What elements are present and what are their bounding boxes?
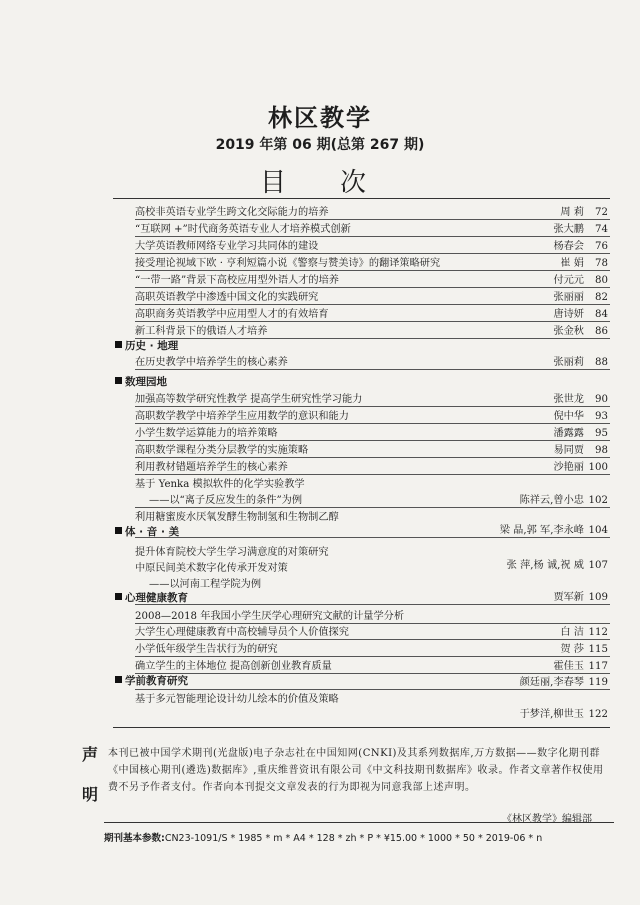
- article-author: 霍佳玉: [553, 661, 584, 672]
- article-title: 高职英语教学中渗透中国文化的实践研究: [135, 292, 319, 303]
- section-header-math: 数理园地: [115, 376, 167, 389]
- article-author: 张丽丽: [553, 292, 584, 303]
- article-page: 107: [588, 560, 608, 571]
- article-author: 贺 莎: [560, 644, 584, 655]
- article-page: 115: [588, 644, 608, 655]
- article-author: 崔 娟: [560, 258, 584, 269]
- article-title: 接受理论视域下欧 · 亨利短篇小说《警察与赞美诗》的翻译策略研究: [135, 258, 441, 269]
- section-header-history: 历史 · 地理: [115, 340, 178, 353]
- article-subtitle: ——以河南工程学院为例: [149, 579, 262, 590]
- article-title: 高职数学教学中培养学生应用数学的意识和能力: [135, 411, 349, 422]
- article-author: 唐诗妍: [553, 309, 584, 320]
- toc-heading: 目次: [259, 168, 420, 198]
- article-author: 潘露露: [553, 428, 584, 439]
- section-header-preschool: 学前教育研究: [115, 675, 188, 688]
- article-title: 高校非英语专业学生跨文化交际能力的培养: [135, 207, 329, 218]
- article-author: 倪中华: [553, 411, 584, 422]
- article-page: 84: [595, 309, 608, 320]
- article-page: 88: [595, 357, 608, 368]
- article-title: 小学生数学运算能力的培养策略: [135, 428, 278, 439]
- article-title: “互联网 +”时代商务英语专业人才培养模式创新: [135, 224, 351, 235]
- section-square-icon: [115, 676, 122, 683]
- article-page: 100: [588, 462, 608, 473]
- article-title: 在历史教学中培养学生的核心素养: [135, 357, 288, 368]
- copyright-statement: 本刊已被中国学术期刊(光盘版)电子杂志社在中国知网(CNKI)及其系列数据库,万方数据——数字化期刊群《中国核心期刊(遴选)数据库》,重庆维普资讯有限公司《中文科技期刊数据库》收录。作者文章著作权使用费不另予作者支付。作者向本刊提交文章发表的行为即视为同意我部上述声明。: [108, 748, 604, 793]
- article-page: 122: [588, 709, 608, 720]
- statement-label: 声 明: [82, 745, 99, 804]
- article-author: 张大鹏: [553, 224, 584, 235]
- params-label: 期刊基本参数:: [104, 833, 165, 844]
- article-title: 小学低年级学生告状行为的研究: [135, 644, 278, 655]
- article-title: 新工科背景下的俄语人才培养: [135, 326, 268, 337]
- article-author: 张丽莉: [553, 357, 584, 368]
- article-page: 76: [595, 241, 608, 252]
- article-title: 高职商务英语教学中应用型人才的有效培育: [135, 309, 329, 320]
- params-rule: [104, 822, 614, 823]
- article-subtitle: ——以“离子反应发生的条件”为例: [149, 495, 303, 506]
- article-title: 高职数学课程分类分层教学的实施策略: [135, 445, 309, 456]
- article-page: 95: [595, 428, 608, 439]
- article-title: 利用糖蜜废水厌氧发酵生物制氢和生物制乙醇: [135, 512, 339, 523]
- article-author: 颜廷丽,李春琴: [519, 677, 584, 688]
- section-square-icon: [115, 377, 122, 384]
- article-page: 109: [588, 592, 608, 603]
- article-page: 90: [595, 394, 608, 405]
- article-page: 112: [588, 627, 608, 638]
- article-title: 中原民间美术数字化传承开发对策: [135, 563, 288, 574]
- section-header-psych: 心理健康教育: [115, 592, 188, 605]
- section-square-icon: [115, 593, 122, 600]
- article-author: 张金秋: [553, 326, 584, 337]
- article-page: 86: [595, 326, 608, 337]
- article-author: 张 萍,杨 诚,祝 威: [506, 560, 584, 571]
- article-title: 确立学生的主体地位 提高创新创业教育质量: [135, 661, 332, 672]
- journal-title: 林区教学: [268, 103, 372, 132]
- section-square-icon: [115, 527, 122, 534]
- article-author: 贾军新: [553, 592, 584, 603]
- article-page: 93: [595, 411, 608, 422]
- section-header-pe: 体 · 音 · 美: [115, 526, 179, 539]
- article-author: 张世龙: [553, 394, 584, 405]
- article-title: 大学生心理健康教育中高校辅导员个人价值探究: [135, 627, 349, 638]
- article-page: 98: [595, 445, 608, 456]
- article-author: 白 洁: [560, 627, 584, 638]
- article-page: 78: [595, 258, 608, 269]
- toc-bottom-rule: [113, 727, 610, 728]
- article-page: 82: [595, 292, 608, 303]
- article-author: 梁 晶,郭 军,李永峰: [499, 525, 584, 536]
- issue-number: 2019 年第 06 期(总第 267 期): [215, 137, 425, 153]
- article-page: 72: [595, 207, 608, 218]
- article-author: 周 莉: [560, 207, 584, 218]
- article-author: 陈祥云,曾小忠: [519, 495, 584, 506]
- article-title: 基于多元智能理论设计幼儿绘本的价值及策略: [135, 694, 339, 705]
- article-page: 102: [588, 495, 608, 506]
- article-page: 119: [588, 677, 608, 688]
- article-author: 沙艳丽: [553, 462, 584, 473]
- journal-parameters: [104, 830, 542, 844]
- article-title: “一带一路”背景下高校应用型外语人才的培养: [135, 275, 339, 286]
- editor-signature: 《林区教学》编辑部: [502, 814, 592, 825]
- article-title: 利用教材错题培养学生的核心素养: [135, 462, 288, 473]
- article-title: 提升体育院校大学生学习满意度的对策研究: [135, 547, 329, 558]
- article-author: 易同贾: [553, 445, 584, 456]
- article-author: 于梦洋,柳世玉: [519, 709, 584, 720]
- article-page: 104: [588, 525, 608, 536]
- article-page: 74: [595, 224, 608, 235]
- params-value: CN23-1091/S * 1985 * m * A4 * 128 * zh * P * ¥15.00 * 1000 * 50 * 2019-06 * n: [164, 833, 543, 844]
- article-title: 2008—2018 年我国小学生厌学心理研究文献的计量学分析: [135, 611, 405, 622]
- article-author: 付元元: [553, 275, 584, 286]
- article-title: 加强高等数学研究性教学 提高学生研究性学习能力: [135, 394, 363, 405]
- article-page: 117: [588, 661, 608, 672]
- article-title: 基于 Yenka 模拟软件的化学实验教学: [135, 479, 305, 490]
- section-square-icon: [115, 341, 122, 348]
- article-author: 杨春会: [553, 241, 584, 252]
- article-page: 80: [595, 275, 608, 286]
- toc-top-rule: [113, 198, 610, 199]
- article-title: 大学英语教师网络专业学习共同体的建设: [135, 241, 319, 252]
